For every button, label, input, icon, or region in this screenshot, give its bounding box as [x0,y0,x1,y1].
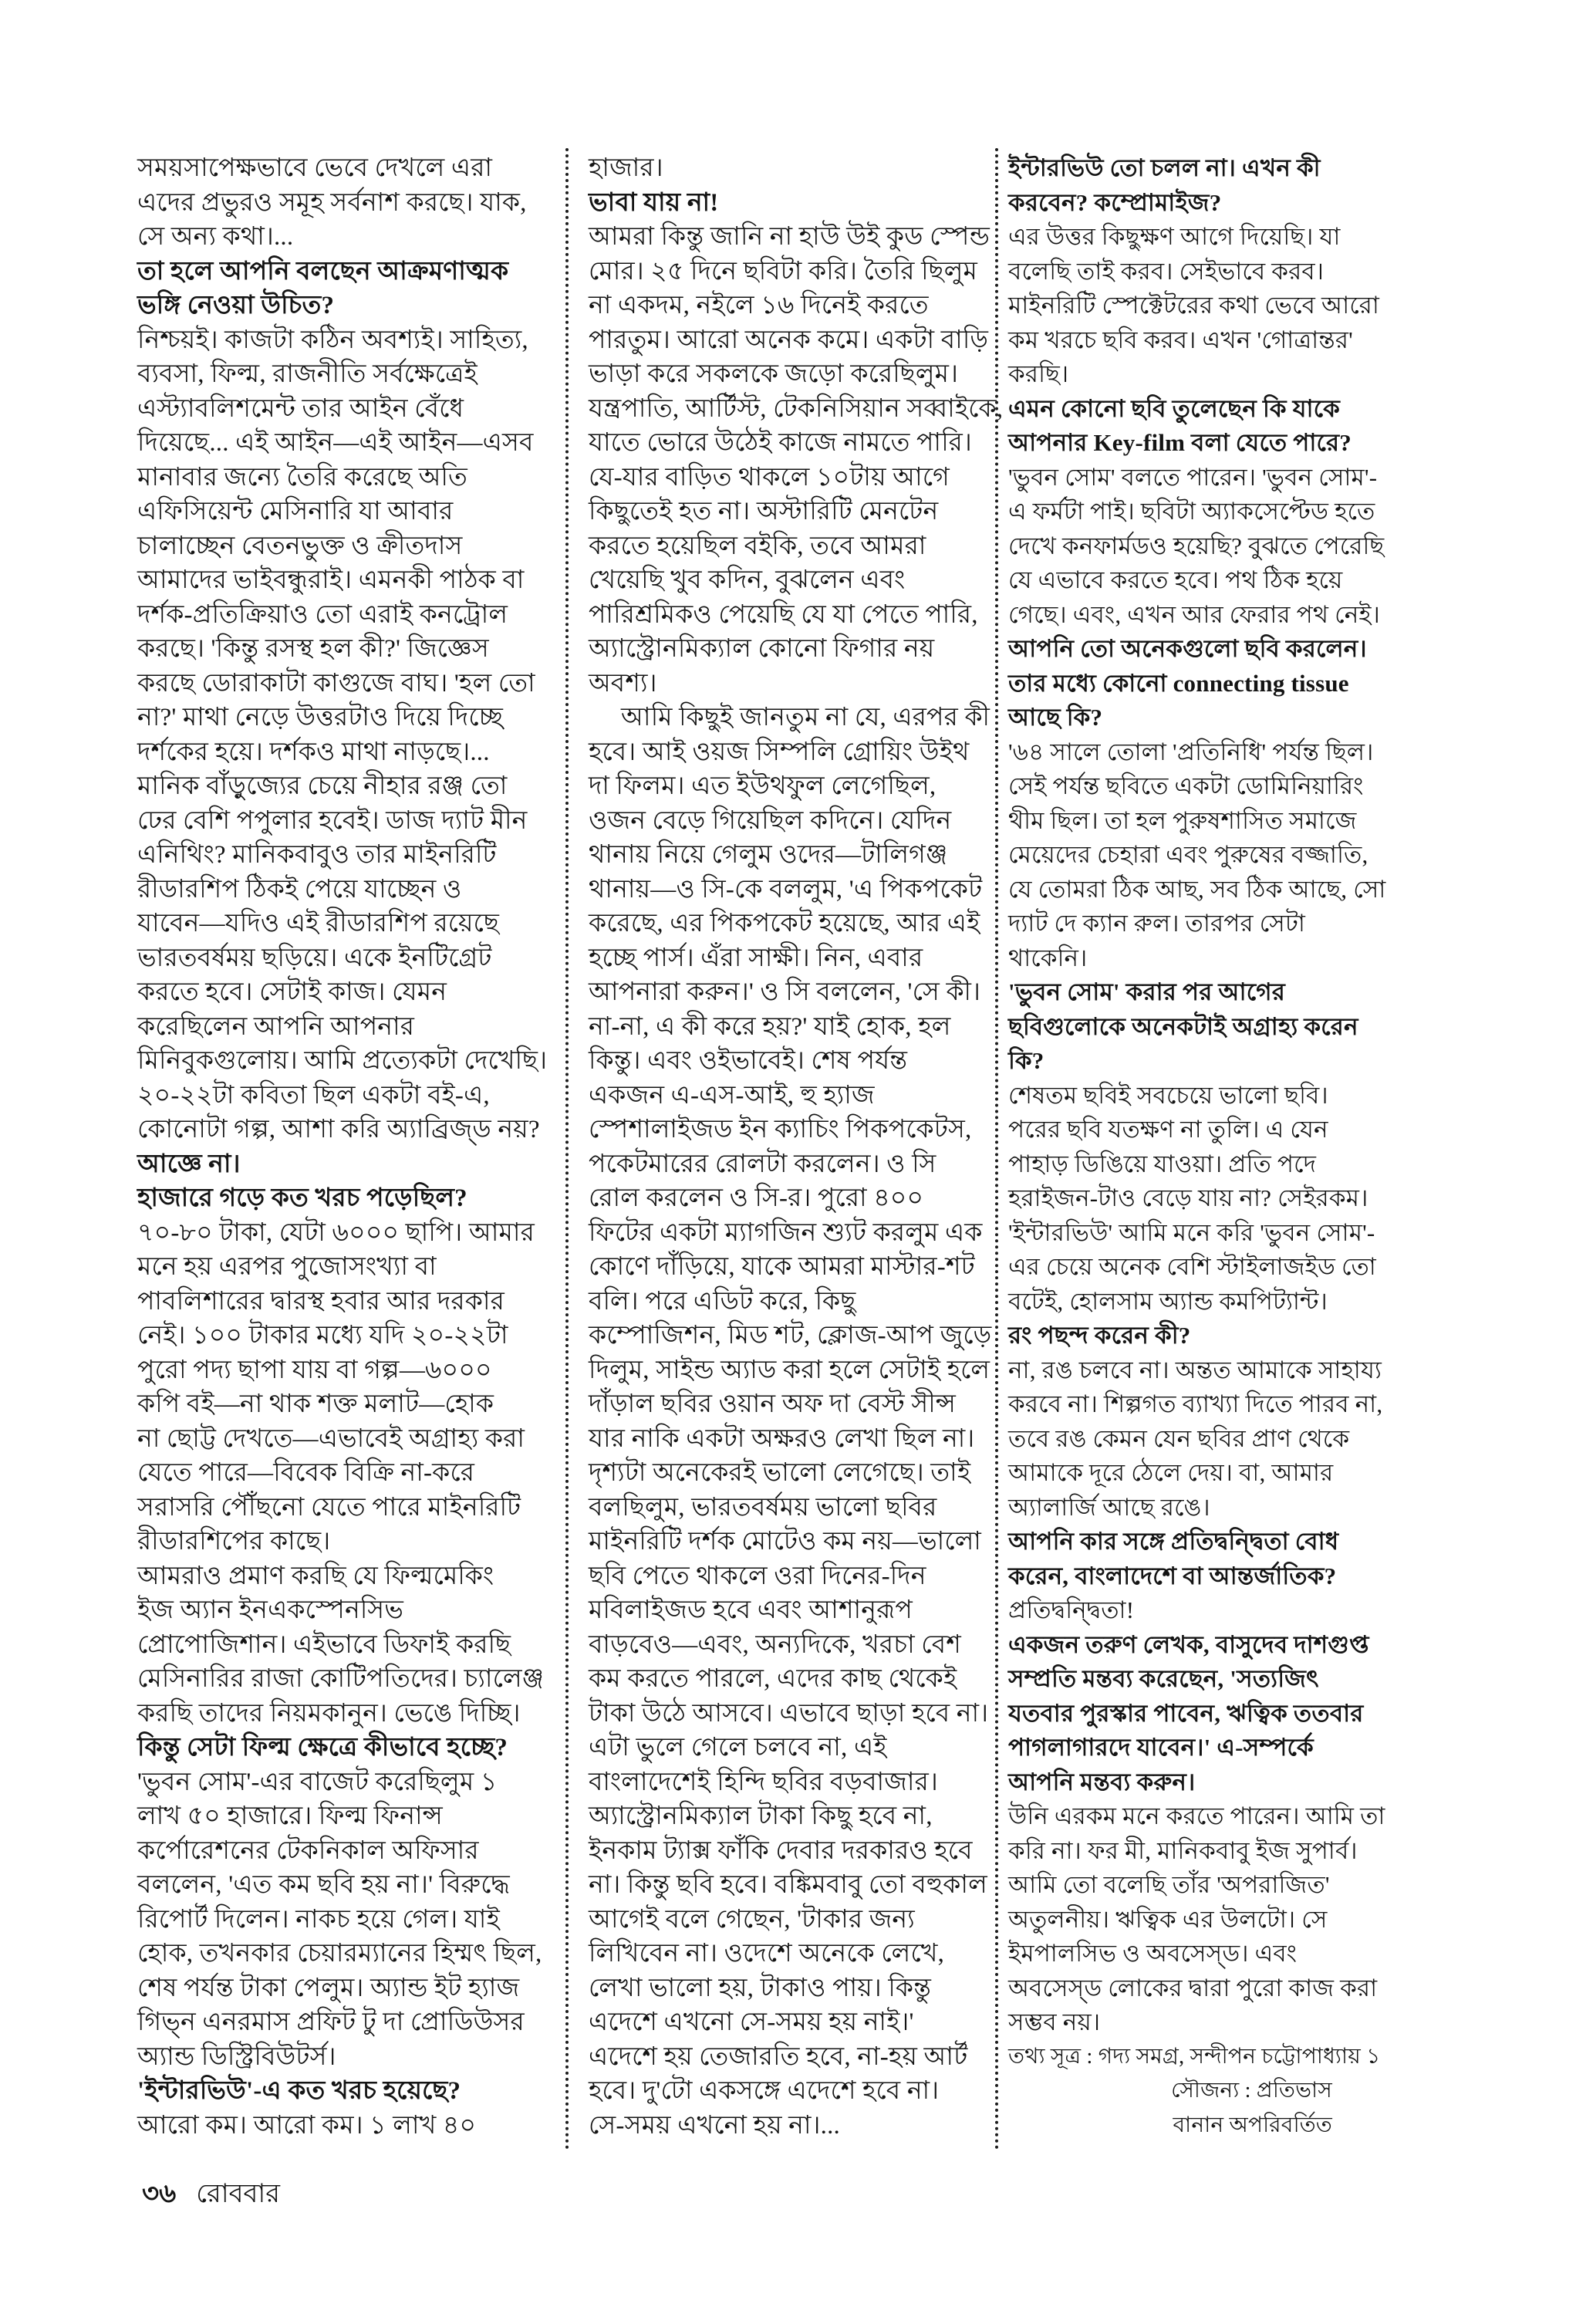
text-line: কম খরচে ছবি করব। এখন 'গোত্রান্তর' [1008,326,1353,353]
text-line: '৬৪ সালে তোলা 'প্রতিনিধি' পর্যন্ত ছিল। [1008,738,1374,765]
text-line: বলেছি তাই করব। সেইভাবে করব। [1008,257,1325,285]
text-line: যার নাকি একটা অক্ষরও লেখা ছিল না। [589,1424,975,1453]
text-line: কম্পোজিশন, মিড শট, ক্লোজ-আপ জুড়ে [589,1322,992,1349]
text-line: ভাড়া করে সকলকে জড়ো করেছিলুম। [589,360,959,388]
credit-line: সৌজন্য : প্রতিভাস [1171,2079,1332,2103]
text-line: যে এভাবে করতে হবে। পথ ঠিক হয়ে [1008,566,1343,593]
credit-line: তথ্য সূত্র : গদ্য সমগ্র, সন্দীপন চট্টোপাধ্যায় ১ [1008,2044,1381,2069]
text-line: সে-সময় এখনো হয় না।... [589,2111,840,2140]
text-line: অতুলনীয়। ঋত্বিক এর উলটো। সে [1008,1905,1328,1933]
text-line: বটেই, হোলসাম অ্যান্ড কমপিট্যান্ট। [1008,1287,1328,1315]
text-line: পরের ছবি যতক্ষণ না তুলি। এ যেন [1008,1116,1328,1143]
text-line: অ্যাস্ট্রোনমিক্যাল কোনো ফিগার নয় [589,635,935,663]
text-line: আমাকে দূরে ঠেলে দেয়। বা, আমার [1008,1459,1334,1486]
text-line: হাজারে গড়ে কত খরচ পড়েছিল? [137,1184,467,1212]
text-line: এস্ট্যাবলিশমেন্ট তার আইন বেঁধে [137,394,464,423]
text-line: করছে ডোরাকাটা কাগুজে বাঘ। 'হল তো [137,669,535,698]
text-line: প্রোপোজিশান। এইভাবে ডিফাই করছি [137,1630,511,1659]
text-line: প্রতিদ্বন্দ্বিতা! [1008,1596,1135,1623]
text-line: হোক, তখনকার চেয়ারম্যানের হিম্মৎ ছিল, [137,1940,542,1968]
text-line: অবসেস্ড লোকের দ্বারা পুরো কাজ করা [1008,1974,1378,2001]
text-line: ইন্টারভিউ তো চলল না। এখন কী [1008,154,1321,181]
text-line: করবে না। শিল্পগত ব্যাখ্যা দিতে পারব না, [1008,1390,1383,1417]
article-column-2 [589,151,1004,2143]
text-line: অ্যান্ড ডিস্ট্রিবিউটর্স। [137,2042,336,2071]
text-line: ছবি পেতে থাকলে ওরা দিনের-দিন [589,1562,926,1590]
text-line: দর্শক-প্রতিক্রিয়াও তো এরাই কনট্রোল [137,600,508,629]
text-line: লিখিবেন না। ওদেশে অনেকে লেখে, [589,1940,945,1968]
text-line: পাগলাগারদে যাবেন।' এ-সম্পর্কে [1008,1734,1314,1761]
text-line: গিভ্ন এনরমাস প্রফিট টু দা প্রোডিউসর [137,2008,525,2036]
text-line: বাংলাদেশেই হিন্দি ছবির বড়বাজার। [589,1768,938,1796]
text-line: কোণে দাঁড়িয়ে, যাকে আমরা মাস্টার-শট [589,1253,975,1281]
text-line: তবে রঙ কেমন যেন ছবির প্রাণ থেকে [1008,1424,1350,1452]
text-line: খেয়েছি খুব কদিন, বুঝলেন এবং [589,566,906,594]
text-line: হরাইজন-টাও বেড়ে যায় না? সেইরকম। [1008,1184,1368,1211]
text-line: যাতে ভোরে উঠেই কাজে নামতে পারি। [589,429,972,457]
text-line: কিন্তু। এবং ওইভাবেই। শেষ পর্যন্ত [589,1047,908,1075]
article-column-1 [137,151,548,2143]
text-line: এদের প্রভুরও সমূহ সর্বনাশ করছে। যাক, [137,188,527,217]
text-line: করতে হয়েছিল বইকি, তবে আমরা [589,532,926,560]
article-column-3 [1008,151,1386,2143]
text-line: মবিলাইজড হবে এবং আশানুরূপ [589,1596,913,1624]
text-line: আমরাও প্রমাণ করছি যে ফিল্মমেকিং [137,1562,494,1590]
text-line: করেছিলেন আপনি আপনার [137,1012,415,1041]
text-line: পাহাড় ডিঙিয়ে যাওয়া। প্রতি পদে [1008,1150,1317,1177]
text-line: এর চেয়ে অনেক বেশি স্টাইলাজইড তো [1008,1253,1376,1280]
text-line: ৭০-৮০ টাকা, যেটা ৬০০০ ছাপি। আমার [137,1218,535,1247]
text-line: আমরা কিন্তু জানি না হাউ উই কুড স্পেন্ড [589,223,990,251]
text-line: দর্শকের হয়ে। দর্শকও মাথা নাড়ছে।... [137,738,490,766]
text-line: মেসিনারির রাজা কোটিপতিদের। চ্যালেঞ্জ [137,1665,545,1693]
text-line: যে-যার বাড়িত থাকলে ১০টায় আগে [589,463,950,491]
text-line: উনি এরকম মনে করতে পারেন। আমি তা [1008,1802,1385,1829]
text-line: রোল করলেন ও সি-র। পুরো ৪০০ [589,1184,924,1212]
column-divider-left [565,148,569,2151]
text-line: পুরো পদ্য ছাপা যায় বা গল্প—৬০০০ [137,1356,492,1384]
text-line: ভাবা যায় না! [589,188,719,217]
text-line: করবেন? কম্প্রোমাইজ? [1008,188,1222,216]
text-line: সেই পর্যন্ত ছবিতে একটা ডোমিনিয়ারিং [1008,772,1364,799]
text-line: মেয়েদের চেহারা এবং পুরুষের বজ্জাতি, [1008,841,1368,868]
text-line: আগেই বলে গেছেন, 'টাকার জন্য [589,1905,915,1934]
text-line: যেতে পারে—বিবেক বিক্রি না-করে [137,1459,475,1487]
text-line: চালাচ্ছেন বেতনভুক্ত ও ক্রীতদাস [137,532,463,560]
text-line: বলি। পরে এডিট করে, কিছু [589,1287,856,1316]
text-line: লাখ ৫০ হাজারে। ফিল্ম ফিনান্স [137,1802,443,1830]
text-line: যতবার পুরস্কার পাবেন, ঋত্বিক ততবার [1008,1699,1364,1727]
text-line: দিয়েছে... এই আইন—এই আইন—এসব [137,429,534,457]
text-line: স্পেশালাইজড ইন ক্যাচিং পিকপকেটস, [589,1116,972,1143]
text-line: সম্ভব নয়। [1008,2008,1101,2035]
text-line: ঢের বেশি পপুলার হবেই। ডাজ দ্যাট মীন [137,806,528,835]
text-line: হবে। দু'টো একসঙ্গে এদেশে হবে না। [589,2077,940,2105]
text-line: আপনি তো অনেকগুলো ছবি করলেন। [1008,635,1367,662]
text-line: একজন তরুণ লেখক, বাসুদেব দাশগুপ্ত [1008,1630,1369,1658]
text-line: আপনার Key-film বলা যেতে পারে? [1008,429,1352,456]
text-line: না?' মাথা নেড়ে উত্তরটাও দিয়ে দিচ্ছে [137,704,504,731]
text-line: আপনি মন্তব্য করুন। [1008,1768,1196,1795]
text-line: হচ্ছে পার্স। এঁরা সাক্ষী। নিন, এবার [589,944,923,972]
text-line: কপি বই—না থাক শক্ত মলাট—হোক [137,1390,494,1418]
text-line: করেন, বাংলাদেশে বা আন্তর্জাতিক? [1008,1562,1337,1589]
text-line: শেষতম ছবিই সবচেয়ে ভালো ছবি। [1008,1081,1328,1109]
text-line: যন্ত্রপাতি, আর্টিস্ট, টেকনিসিয়ান সব্বাইকে, [589,394,1004,423]
text-line: আমি কিছুই জানতুম না যে, এরপর কী [621,704,990,731]
text-line: আপনি কার সঙ্গে প্রতিদ্বন্দ্বিতা বোধ [1008,1528,1339,1555]
text-line: সম্প্রতি মন্তব্য করেছেন, 'সত্যজিৎ [1008,1665,1319,1692]
text-line: মিনিবুকগুলোয়। আমি প্রত্যেকটা দেখেছি। [137,1047,548,1075]
text-line: ভারতবর্ষময় ছড়িয়ে। একে ইনটিগ্রেট [137,944,492,972]
text-line: থাকেনি। [1008,944,1088,971]
magazine-name: রোববার [196,2180,280,2208]
text-line: সরাসরি পৌঁছনো যেতে পারে মাইনরিটি [137,1493,521,1522]
text-line: কিছুতেই হত না। অস্টারিটি মেনটেন [589,498,939,525]
text-line: বলছিলুম, ভারতবর্ষময় ভালো ছবির [589,1493,937,1522]
text-line: মানাবার জন্যে তৈরি করেছে অতি [137,463,467,491]
text-line: রীডারশিপের কাছে। [137,1528,331,1556]
text-line: মাইনরিটি স্পেক্টেটরের কথা ভেবে আরো [1008,292,1380,319]
text-line: আজ্ঞে না। [137,1150,241,1178]
column-divider-right [995,148,998,2151]
text-line: পাবলিশারের দ্বারস্থ হবার আর দরকার [137,1287,505,1316]
text-line: করেছে, এর পিকপকেট হয়েছে, আর এই [589,910,980,937]
text-line: মানিক বাঁড়ুজ্যের চেয়ে নীহার রঞ্জ তো [137,772,508,800]
text-line: রীডারশিপ ঠিকই পেয়ে যাচ্ছেন ও [137,875,462,904]
text-line: মাইনরিটি দর্শক মোটেও কম নয়—ভালো [589,1528,982,1556]
text-line: শেষ পর্যন্ত টাকা পেলুম। অ্যান্ড ইট হ্যাজ [137,1974,520,2002]
text-line: অ্যাস্ট্রোনমিক্যাল টাকা কিছু হবে না, [589,1802,933,1830]
text-line: ইজ অ্যান ইনএকস্পেনসিভ [137,1596,404,1624]
text-line: আমি তো বলেছি তাঁর 'অপরাজিত' [1008,1871,1330,1898]
text-line: হাজার। [589,154,663,182]
text-line: মোর। ২৫ দিনে ছবিটা করি। তৈরি ছিলুম [589,257,978,285]
text-line: পারতুম। আরো অনেক কমে। একটা বাড়ি [589,326,989,354]
text-line: যাবেন—যদিও এই রীডারশিপ রয়েছে [137,910,500,937]
text-line: কম করতে পারলে, এদের কাছ থেকেই [589,1665,957,1693]
text-line: রং পছন্দ করেন কী? [1008,1322,1191,1349]
text-line: 'ভুবন সোম'-এর বাজেট করেছিলুম ১ [137,1768,498,1796]
text-line: অ্যালার্জি আছে রঙে। [1008,1493,1210,1521]
text-line: দিলুম, সাইন্ড অ্যাড করা হলে সেটাই হলে [589,1356,990,1384]
page-footer [142,2179,280,2210]
text-line: করছি। [1008,360,1069,387]
text-line: এনিথিং? মানিকবাবুও তার মাইনরিটি [137,841,497,869]
text-line: তা হলে আপনি বলছেন আক্রমণাত্মক [137,257,509,285]
text-line: ইনকাম ট্যাক্স ফাঁকি দেবার দরকারও হবে [589,1836,973,1865]
text-line: অবশ্য। [589,669,657,698]
text-line: আরো কম। আরো কম। ১ লাখ ৪০ [137,2111,477,2140]
text-line: ভঙ্গি নেওয়া উচিত? [137,292,335,319]
text-line: ওজন বেড়ে গিয়েছিল কদিনে। যেদিন [589,806,952,835]
text-line: ব্যবসা, ফিল্ম, রাজনীতি সর্বক্ষেত্রেই [137,360,478,388]
text-line: তার মধ্যে কোনো connecting tissue [1008,669,1349,697]
credit-line: বানান অপরিবর্তিত [1173,2113,1332,2137]
text-line: কি? [1008,1047,1044,1074]
text-line: একজন এ-এস-আই, হু হ্যাজ [589,1081,875,1110]
text-line: ফিটের একটা ম্যাগজিন শ্যুট করলুম এক [589,1218,983,1247]
text-line: যে তোমরা ঠিক আছ, সব ঠিক আছে, সো [1008,875,1386,903]
text-line: 'ইন্টারভিউ' আমি মনে করি 'ভুবন সোম'- [1008,1218,1375,1246]
text-line: থানায় নিয়ে গেলুম ওদের—টালিগঞ্জ [589,841,948,869]
text-line: না-না, এ কী করে হয়?' যাই হোক, হল [589,1012,951,1041]
text-line: না ছোট্ট দেখতে—এভাবেই অগ্রাহ্য করা [137,1424,525,1453]
text-line: না একদম, নইলে ১৬ দিনেই করতে [589,292,929,319]
text-line: এমন কোনো ছবি তুলেছেন কি যাকে [1008,394,1341,422]
text-line: ২০-২২টা কবিতা ছিল একটা বই-এ, [137,1081,490,1110]
text-line: আছে কি? [1008,704,1103,731]
text-line: টাকা উঠে আসবে। এভাবে ছাড়া হবে না। [589,1699,989,1728]
text-line: 'ভুবন সোম' করার পর আগের [1008,978,1286,1005]
page-number: ৩৬ [142,2180,177,2208]
text-line: ছবিগুলোকে অনেকটাই অগ্রাহ্য করেন [1008,1012,1358,1040]
text-line: এ ফর্মটা পাই। ছবিটা অ্যাকসেপ্টেড হতে [1008,498,1375,525]
text-line: বললেন, 'এত কম ছবি হয় না।' বিরুদ্ধে [137,1871,510,1899]
text-line: না। কিন্তু ছবি হবে। বঙ্কিমবাবু তো বহুকাল [589,1871,987,1899]
text-line: নিশ্চয়ই। কাজটা কঠিন অবশ্যই। সাহিত্য, [137,326,528,354]
text-line: দ্যাট দে ক্যান রুল। তারপর সেটা [1008,910,1306,937]
text-line: গেছে। এবং, এখন আর ফেরার পথ নেই। [1008,600,1381,628]
text-line: দা ফিলম। এত ইউথফুল লেগেছিল, [589,772,936,800]
text-line: এদেশে হয় তেজারতি হবে, না-হয় আর্ট [589,2042,968,2071]
text-line: মনে হয় এরপর পুজোসংখ্যা বা [137,1253,437,1281]
text-line: ইমপালসিভ ও অবসেস্ড। এবং [1008,1940,1298,1967]
text-line: 'ভুবন সোম' বলতে পারেন। 'ভুবন সোম'- [1008,463,1378,491]
text-line: দৃশ্যটা অনেকেরই ভালো লেগেছে। তাই [589,1459,971,1487]
text-line: কর্পোরেশনের টেকনিকাল অফিসার [137,1836,479,1865]
text-line: আমাদের ভাইবন্ধুরাই। এমনকী পাঠক বা [137,566,525,594]
text-line: রিপোর্ট দিলেন। নাকচ হয়ে গেল। যাই [137,1905,500,1934]
text-line: থীম ছিল। তা হল পুরুষশাসিত সমাজে [1008,806,1357,834]
text-line: নেই। ১০০ টাকার মধ্যে যদি ২০-২২টা [137,1322,508,1349]
text-line: লেখা ভালো হয়, টাকাও পায়। কিন্তু [589,1974,932,2002]
text-line: কিন্তু সেটা ফিল্ম ক্ষেত্রে কীভাবে হচ্ছে? [137,1734,508,1762]
text-line: না, রঙ চলবে না। অন্তত আমাকে সাহায্য [1008,1356,1382,1383]
text-line: এর উত্তর কিছুক্ষণ আগে দিয়েছি। যা [1008,223,1341,250]
text-line: দাঁড়াল ছবির ওয়ান অফ দা বেস্ট সীন্স [589,1390,956,1418]
text-line: করছে। 'কিন্তু রসস্থ হল কী?' জিজ্ঞেস [137,635,489,663]
text-line: করি না। ফর মী, মানিকবাবু ইজ সুপার্ব। [1008,1836,1358,1864]
text-line: আপনারা করুন।' ও সি বললেন, 'সে কী। [589,978,981,1006]
text-line: সে অন্য কথা।... [137,223,294,251]
text-line: পকেটমারের রোলটা করলেন। ও সি [589,1150,936,1178]
text-line: সময়সাপেক্ষভাবে ভেবে দেখলে এরা [137,154,493,182]
text-line: থানায়—ও সি-কে বললুম, 'এ পিকপকেট [589,875,983,904]
text-line: এটা ভুলে গেলে চলবে না, এই [589,1734,887,1762]
text-line: 'ইন্টারভিউ'-এ কত খরচ হয়েছে? [137,2077,461,2105]
text-line: বাড়বেও—এবং, অন্যদিকে, খরচা বেশ [589,1630,961,1659]
text-line: হবে। আই ওয়জ সিম্পলি গ্রোয়িং উইথ [589,738,970,766]
text-line: কোনোটা গল্প, আশা করি অ্যাব্রিজ্ড নয়? [137,1116,540,1143]
text-line: করছি তাদের নিয়মকানুন। ভেঙে দিচ্ছি। [137,1699,521,1728]
text-line: এফিসিয়েন্ট মেসিনারি যা আবার [137,498,454,525]
text-line: করতে হবে। সেটাই কাজ। যেমন [137,978,447,1006]
text-line: এদেশে এখনো সে-সময় হয় নাই।' [589,2008,914,2036]
text-line: পারিশ্রমিকও পেয়েছি যে যা পেতে পারি, [589,600,978,629]
text-line: দেখে কনফার্মডও হয়েছি? বুঝতে পেরেছি [1008,532,1385,559]
